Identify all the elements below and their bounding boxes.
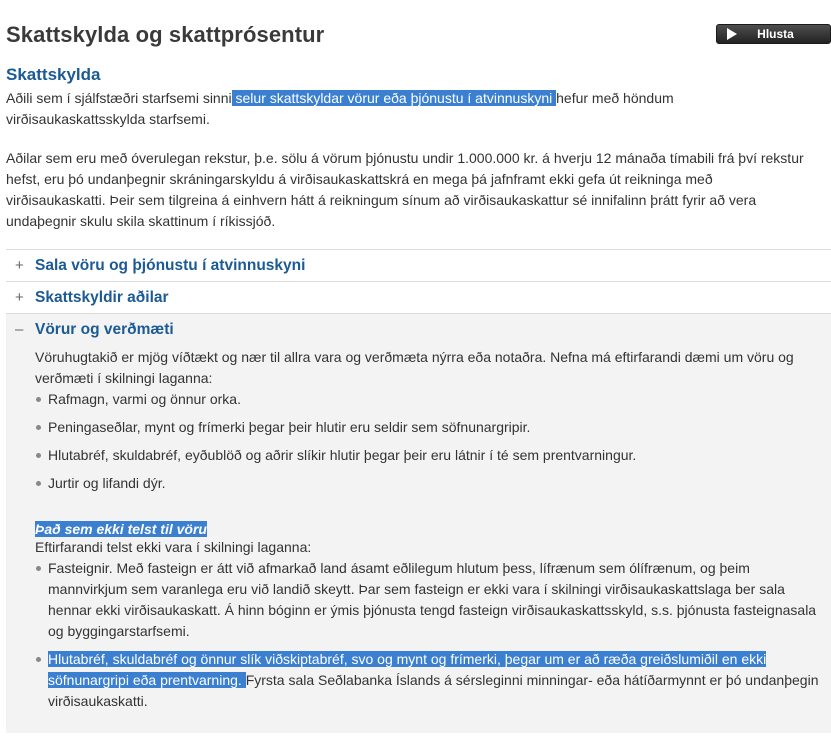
goods-intro: Vöruhugtakið er mjög víðtækt og nær til allra vara og verðmæta nýrra eða notaðra. Nefna má eftirfarandi dæmi um vöru og verðmæti í skilningi laganna: [35, 349, 794, 386]
section-heading-skattskylda: Skattskylda [6, 65, 101, 84]
accordion-item-skattskyldir [6, 281, 831, 313]
list-item-text: Fyrsta sala Seðlabanka Íslands á sérsleginni minningar- eða hátíðarmynnt er þó undanþegin virðisaukaskatti. [48, 672, 819, 709]
title-row [6, 0, 831, 54]
accordion-header-skattskyldir[interactable] [6, 282, 831, 313]
accordion-item-vorur [6, 313, 831, 733]
expand-icon: + [15, 289, 24, 306]
list-item: Hlutabréf, skuldabréf, eyðublöð og aðrir slíkir hlutir þegar þeir eru látnir í té sem prentvarningur. [35, 445, 821, 466]
accordion-header-vorur[interactable] [6, 314, 831, 345]
list-item [35, 649, 821, 712]
listen-button-label: Hlusta [757, 27, 794, 41]
accordion-header-sala[interactable] [6, 250, 831, 281]
list-item: Jurtir og lifandi dýr. [35, 473, 821, 494]
list-item: Fasteignir. Með fasteign er átt við afmarkað land ásamt eðlilegum hlutum þess, lífrænum sem ólífrænum, og þeim mannvirkjum sem varanlega eru við landið skeytt. Þar sem fasteign er ekki vara í skilningi virðisaukaskattslaga ber sala hennar ekki virðisaukaskatt. Á hinn bóginn er ýmis þjónusta tengd fasteign virðisaukaskattsskyld, s.s. þjónusta fasteignasala og byggingarstarfsemi. [35, 558, 821, 642]
page-title: Skattskylda og skattprósentur [6, 22, 325, 47]
selected-text: selur skattskyldar vörur eða þjónustu í atvinnuskyni [231, 90, 557, 106]
listen-button[interactable] [716, 24, 831, 44]
accordion-body-vorur [6, 345, 831, 733]
expand-icon: + [15, 257, 24, 274]
play-icon [727, 28, 737, 40]
collapse-icon: – [15, 321, 24, 338]
accordion-label: Skattskyldir aðilar [35, 288, 169, 306]
intro-paragraph-1 [6, 88, 831, 130]
accordion-label: Sala vöru og þjónustu í atvinnuskyni [35, 256, 306, 274]
list-item: Peningaseðlar, mynt og frímerki þegar þeir hlutir eru seldir sem söfnunargripir. [35, 417, 821, 438]
intro-paragraph-2: Aðilar sem eru með óverulegan rekstur, þ.e. sölu á vörum þjónustu undir 1.000.000 kr. á hverju 12 mánaða tímabili frá því rekstur hefst, eru þó undanþegnir skráningarskyldu á virðisaukaskattskrá en mega þá jafnframt ekki gefa út reikninga með virðisaukaskatti. Þeir sem tilgreina á einhvern hátt á reikningum sínum að virðisaukaskattur sé innifalinn þrátt fyrir að vera undaþegnir skulu skila skattinum í ríkissjóð. [6, 150, 804, 229]
selected-text: Hlutabréf, skuldabréf og önnur slík viðskiptabréf, svo og mynt og frímerki, þegar um er að ræða greiðslumiðil en ekki söfnunargripi eða prentvarning. [48, 651, 767, 688]
not-goods-list [35, 558, 821, 712]
not-goods-intro: Eftirfarandi telst ekki vara í skilningi laganna: [35, 539, 312, 555]
accordion [6, 249, 831, 733]
accordion-label: Vörur og verðmæti [35, 320, 174, 338]
list-item: Rafmagn, varmi og önnur orka. [35, 389, 821, 410]
intro-p1-text-end: hefur með höndum virðisaukaskattsskylda starfsemi. [6, 90, 674, 127]
intro-p1-text: Aðili sem í sjálfstæðri starfsemi sinni [6, 90, 232, 106]
not-goods-heading: Það sem ekki telst til vöru [35, 521, 207, 537]
accordion-item-sala [6, 249, 831, 281]
goods-examples-list [35, 389, 821, 494]
